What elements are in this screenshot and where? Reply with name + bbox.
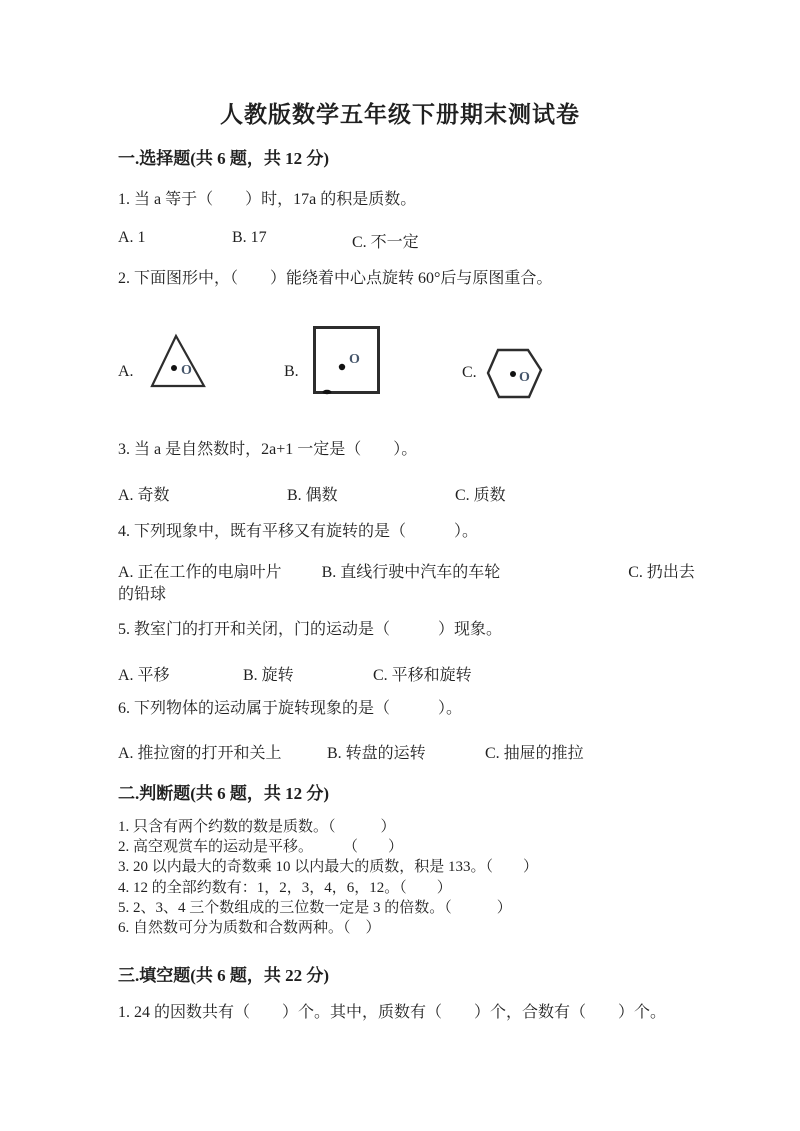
page-title: 人教版数学五年级下册期末测试卷 bbox=[220, 102, 580, 127]
option-c: C. 平移和旋转 bbox=[373, 667, 472, 684]
section-header-judge: 二.判断题(共 6 题，共 12 分) bbox=[118, 784, 330, 803]
option-c: C. 不一定 bbox=[352, 234, 419, 251]
question-3-text: 3. 当 a 是自然数时，2a+1 一定是（ ）。 bbox=[118, 441, 418, 458]
option-b: B. 17 bbox=[232, 229, 267, 246]
question-6-options bbox=[118, 740, 718, 762]
judge-list bbox=[118, 817, 538, 938]
judge-item-3: 3. 20 以内最大的奇数乘 10 以内最大的质数，积是 133。（ ） bbox=[118, 859, 539, 876]
center-dot bbox=[339, 364, 345, 370]
question-5-options bbox=[118, 662, 718, 684]
ink-speck bbox=[323, 390, 332, 394]
question-1-text: 1. 当 a 等于（ ）时，17a 的积是质数。 bbox=[118, 191, 417, 208]
option-a: A. 奇数 bbox=[118, 487, 170, 504]
question-4-text: 4. 下列现象中，既有平移又有旋转的是（ ）。 bbox=[118, 523, 479, 540]
square-figure bbox=[312, 325, 382, 395]
center-point-label: O bbox=[349, 352, 360, 367]
judge-item-2: 2. 高空观赏车的运动是平移。 （ ） bbox=[118, 839, 404, 856]
judge-item-4: 4. 12 的全部约数有：1，2，3，4，6，12。（ ） bbox=[118, 879, 452, 896]
center-point-label: O bbox=[181, 363, 192, 378]
question-1-options bbox=[118, 229, 718, 251]
question-3-options bbox=[118, 482, 718, 504]
question-5-text: 5. 教室门的打开和关闭，门的运动是（ ）现象。 bbox=[118, 621, 503, 638]
option-a: A. 正在工作的电扇叶片 bbox=[118, 564, 282, 581]
option-a: A. 平移 bbox=[118, 667, 170, 684]
question-4-options bbox=[118, 562, 698, 606]
option-c: C. 质数 bbox=[455, 487, 506, 504]
center-point-label: O bbox=[519, 370, 530, 385]
judge-item-6: 6. 自然数可分为质数和合数两种。（ ） bbox=[118, 920, 381, 937]
figure-b-label: B. bbox=[284, 363, 299, 380]
judge-item-1: 1. 只含有两个约数的数是质数。（ ） bbox=[118, 819, 396, 835]
option-b: B. 旋转 bbox=[243, 667, 294, 684]
option-a: A. 推拉窗的打开和关上 bbox=[118, 745, 282, 762]
section-header-choice: 一.选择题(共 6 题，共 12 分) bbox=[118, 149, 330, 168]
center-dot bbox=[171, 365, 177, 371]
judge-item-5: 5. 2、3、4 三个数组成的三位数一定是 3 的倍数。（ ） bbox=[118, 899, 512, 916]
figure-c-label: C. bbox=[462, 364, 477, 381]
center-dot bbox=[510, 371, 516, 377]
option-c: C. 扔出去的铅球 bbox=[118, 564, 695, 603]
fill-question-1-text: 1. 24 的因数共有（ ）个。其中，质数有（ ）个，合数有（ ）个。 bbox=[118, 1004, 667, 1021]
triangle-figure bbox=[150, 333, 206, 389]
option-b: B. 转盘的运转 bbox=[327, 745, 426, 762]
option-c: C. 抽屉的推拉 bbox=[485, 745, 584, 762]
question-2-figures bbox=[118, 325, 718, 403]
question-2-text: 2. 下面图形中，（ ）能绕着中心点旋转 60°后与原图重合。 bbox=[118, 270, 553, 287]
question-6-text: 6. 下列物体的运动属于旋转现象的是（ ）。 bbox=[118, 700, 463, 717]
section-header-fill: 三.填空题(共 6 题，共 22 分) bbox=[118, 966, 330, 985]
figure-a-label: A. bbox=[118, 363, 134, 380]
hexagon-figure bbox=[486, 348, 543, 399]
option-a: A. 1 bbox=[118, 229, 146, 246]
option-b: B. 偶数 bbox=[287, 487, 338, 504]
option-b: B. 直线行驶中汽车的车轮 bbox=[321, 564, 501, 581]
